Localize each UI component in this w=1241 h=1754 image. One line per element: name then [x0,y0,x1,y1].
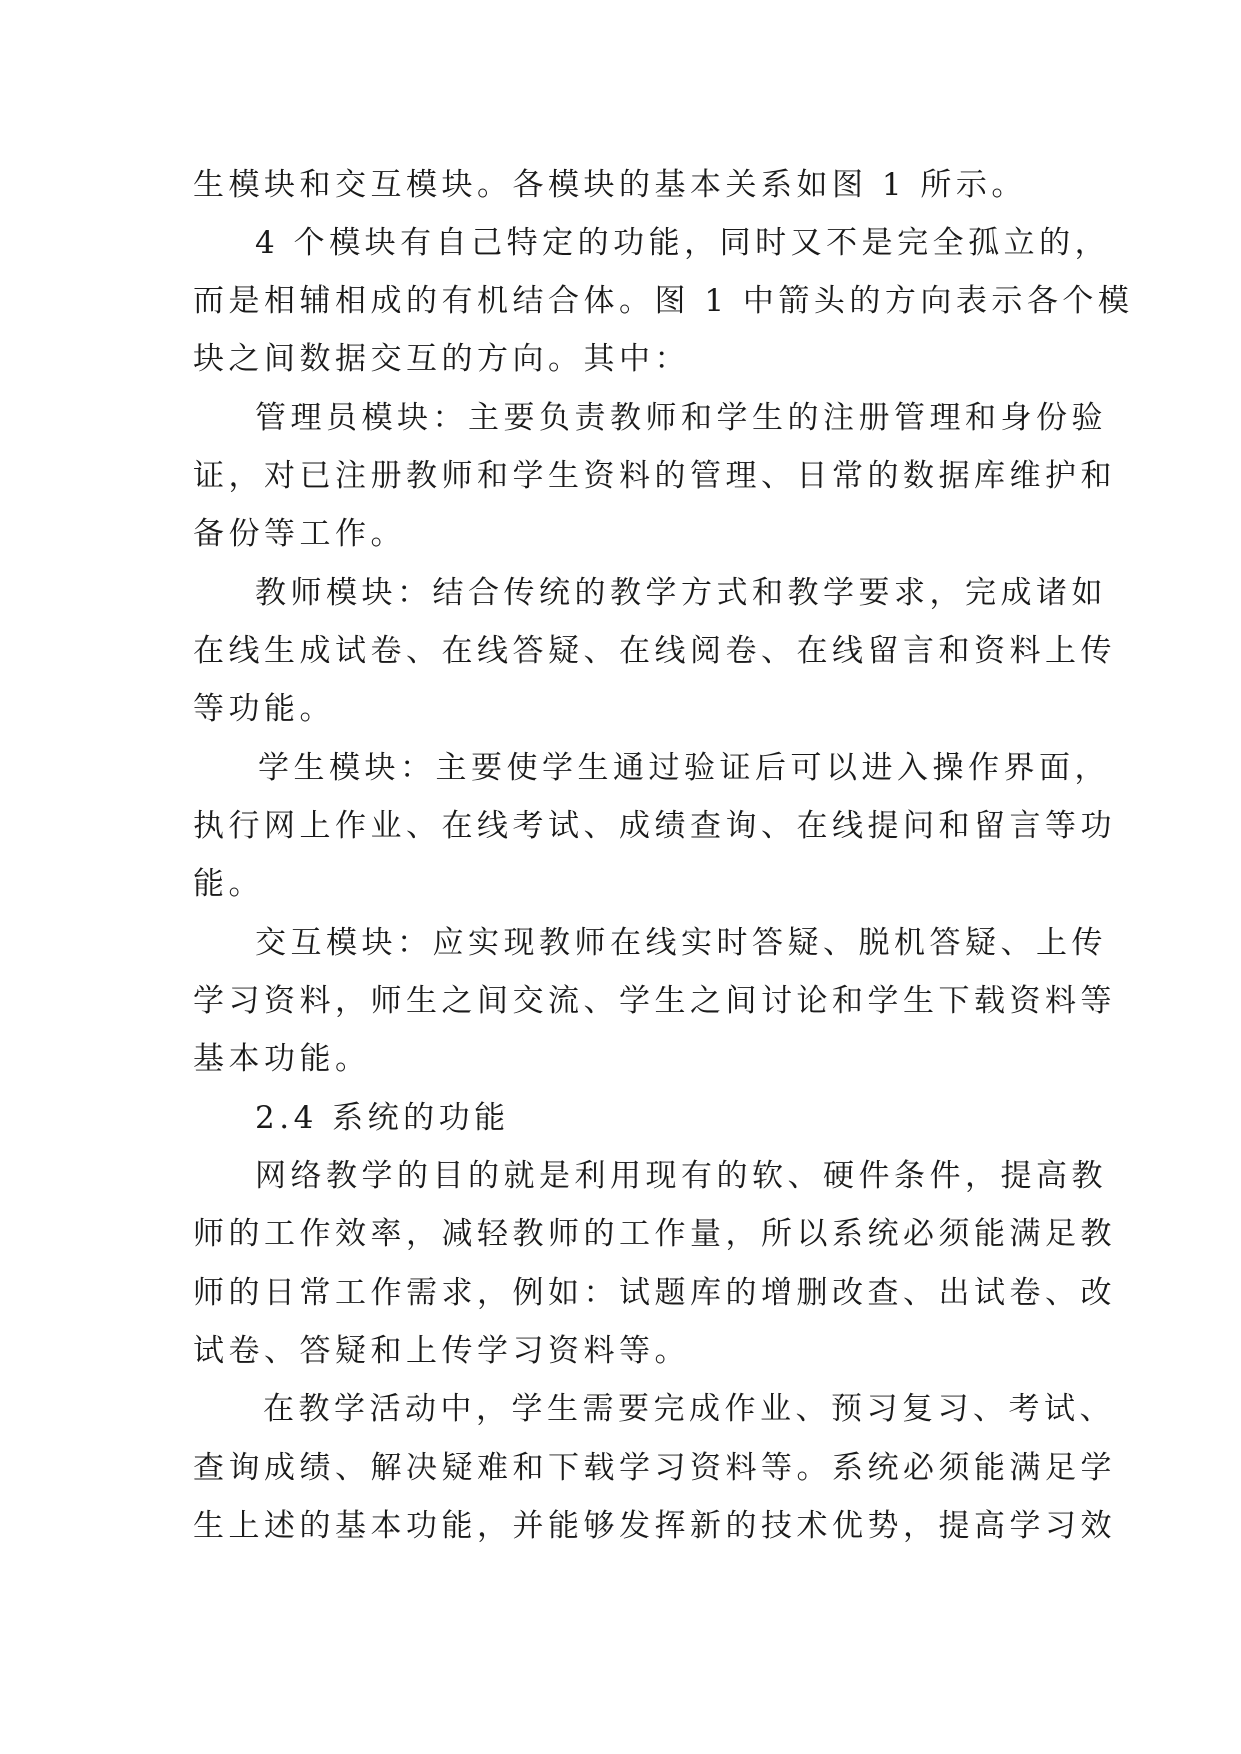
section-heading: 2.4 系统的功能 [255,1100,510,1136]
body-text-line: 试卷、答疑和上传学习资料等。 [193,1333,690,1369]
body-text-line: 块之间数据交互的方向。其中： [193,341,690,377]
body-text-line: 4 个模块有自己特定的功能，同时又不是完全孤立的， [255,225,1111,261]
body-text-line: 学生模块：主要使学生通过验证后可以进入操作界面， [258,750,1110,786]
body-text-line: 证，对已注册教师和学生资料的管理、日常的数据库维护和 [193,458,1116,494]
body-text-line: 在教学活动中，学生需要完成作业、预习复习、考试、 [263,1391,1115,1427]
body-text-line: 基本功能。 [193,1041,371,1077]
body-text-line: 教师模块：结合传统的教学方式和教学要求，完成诸如 [255,575,1107,611]
body-text-line: 备份等工作。 [193,516,406,552]
body-text-line: 生上述的基本功能，并能够发挥新的技术优势，提高学习效 [193,1508,1116,1544]
body-text-line: 而是相辅相成的有机结合体。图 1 中箭头的方向表示各个模 [193,283,1134,319]
body-text-line: 管理员模块：主要负责教师和学生的注册管理和身份验 [255,400,1107,436]
body-text-line: 学习资料，师生之间交流、学生之间讨论和学生下载资料等 [193,983,1116,1019]
body-text-line: 生模块和交互模块。各模块的基本关系如图 1 所示。 [193,167,1027,203]
body-text-line: 在线生成试卷、在线答疑、在线阅卷、在线留言和资料上传 [193,633,1116,669]
body-text-line: 师的日常工作需求，例如：试题库的增删改查、出试卷、改 [193,1275,1116,1311]
body-text-line: 能。 [193,866,264,902]
body-text-line: 等功能。 [193,691,335,727]
body-text-line: 师的工作效率，减轻教师的工作量，所以系统必须能满足教 [193,1216,1116,1252]
body-text-line: 查询成绩、解决疑难和下载学习资料等。系统必须能满足学 [193,1450,1116,1486]
body-text-line: 执行网上作业、在线考试、成绩查询、在线提问和留言等功 [193,808,1116,844]
body-text-line: 交互模块：应实现教师在线实时答疑、脱机答疑、上传 [255,925,1107,961]
body-text-line: 网络教学的目的就是利用现有的软、硬件条件，提高教 [255,1158,1107,1194]
